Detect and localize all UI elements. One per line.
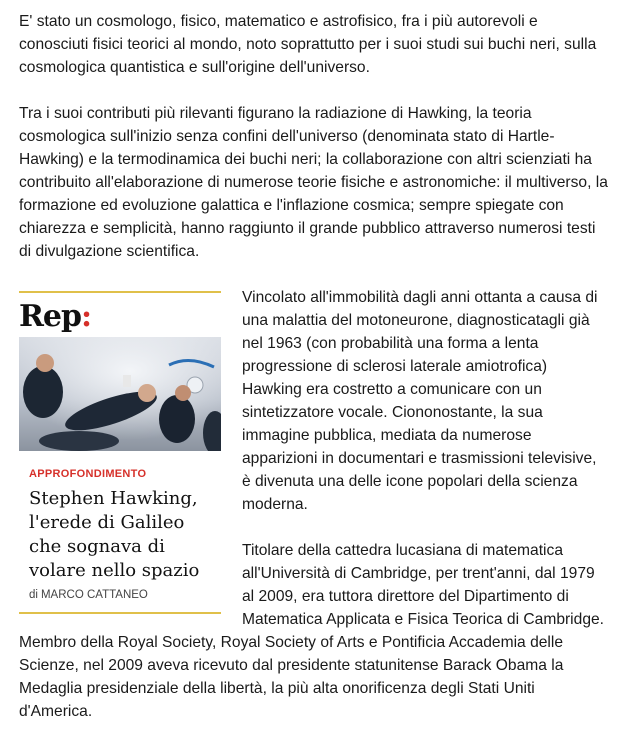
rep-logo-word: Rep (19, 299, 81, 334)
card-headline-link[interactable]: Stephen Hawking, l'erede di Galileo che sognava di volare nello spazio (29, 488, 200, 581)
byline-author: MARCO CATTANEO (40, 589, 148, 601)
article-paragraph: E' stato un cosmologo, fisico, matematico e astrofisico, fra i più autorevoli e conosciuti fisici teorici al mondo, noto soprattutto per i suoi studi sui buchi neri, sulla cosmologica quantistica e sull'origine dell'universo. (19, 13, 597, 76)
article-paragraph: Tra i suoi contributi più rilevanti figurano la radiazione di Hawking, la teoria cosmologica sull'inizio senza confini dell'universo (denominata stato di Hartle-Hawking) e la termodinamica dei buchi neri; la collaborazione con altri scienziati ha contribuito all'elaborazione di numerose teorie fisiche e astronomiche: il multiverso, la formazione ed evoluzione galattica e l'inflazione cosmica; sempre spiegate con chiarezza e semplicità, hanno raggiunto il grande pubblico attraverso numerosi testi di divulgazione scientifica. (19, 105, 608, 260)
card-kicker: APPROFONDIMENTO (29, 468, 147, 480)
byline-prefix: di (29, 589, 38, 601)
card-photo[interactable] (19, 337, 221, 451)
rep-logo (19, 301, 221, 333)
article-body (19, 10, 609, 746)
article-paragraph-text: Vincolato all'immobilità dagli anni ottanta a causa di una malattia del motoneurone, diagnosticatagli già nel 1963 (con probabilità una forma a lenta progressione di sclerosi laterale amiotrofica) Hawking era costretto a comunicare con un sintetizzatore vocale. Ciononostante, la sua immagine pubblica, mediata da numerose apparizioni in documentari e trasmissioni televisive, è divenuta una delle icone popolari della scienza moderna (242, 289, 598, 513)
rep-logo-colon: : (81, 299, 92, 334)
related-article-card[interactable] (19, 291, 221, 614)
article-paragraph: Titolare della cattedra lucasiana di matematica all'Università di Cambridge, per trent'anni, dal 1979 al 2009, era tuttora direttore del Dipartimento di Matematica Applicata e Fisica Teorica di Cambridge. Membro della Royal Society, Royal Society of Arts e Pontificia Accademia delle Scienze, nel 2009 aveva ricevuto dal presidente statunitense Barack Obama la Medaglia presidenziale della libertà, la più alta onorificenza degli Stati Uniti d'America. (19, 542, 604, 720)
paragraph-end-mark: . (303, 496, 308, 513)
card-byline (19, 588, 221, 602)
